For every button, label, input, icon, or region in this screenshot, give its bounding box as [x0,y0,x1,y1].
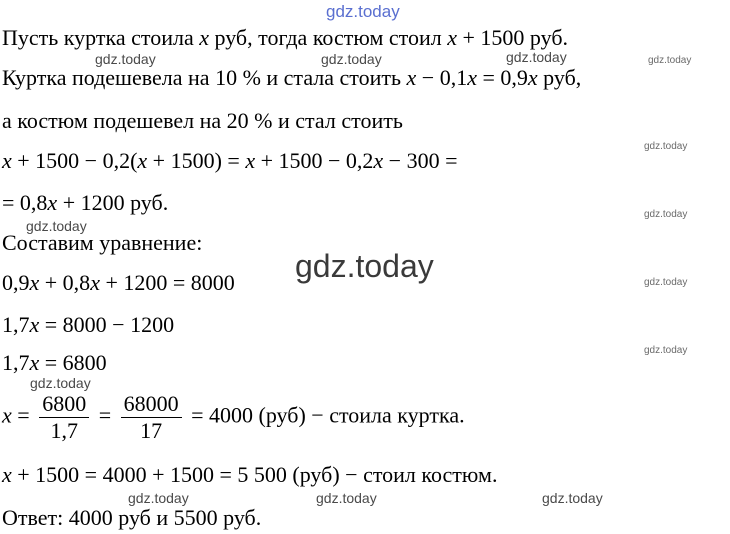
text: = 0,9 [476,65,528,90]
watermark-center: gdz.today [295,248,434,284]
text: = [93,402,117,428]
text: + 1500 = 4000 + 1500 = 5 500 (руб) − стоил костюм. [11,462,498,487]
text: + 1500 − 0,2 [255,148,374,173]
watermark: gdz.today [644,141,688,152]
text: Ответ: 4000 руб и 5500 руб. [2,505,262,530]
text: = 6800 [39,350,107,375]
text: = [11,402,36,428]
watermark: gdz.today [644,345,688,356]
variable-x: x [47,190,58,215]
variable-x: x [199,25,209,50]
solution-line-2 [2,64,581,92]
text: = 8000 − 1200 [39,312,175,337]
text: + 1200 = 8000 [99,270,235,295]
text: Составим уравнение: [2,230,203,255]
watermark: gdz.today [644,209,688,220]
variable-x: x [137,148,148,173]
text: + 0,8 [39,270,91,295]
variable-x: x [373,148,384,173]
text: 1,7 [2,350,30,375]
watermark: gdz.today [506,49,567,65]
variable-x: x [29,312,40,337]
fraction-denominator: 17 [140,418,163,443]
variable-x: x [406,65,417,90]
variable-x: x [2,148,12,173]
watermark: gdz.today [648,55,692,66]
solution-line-9 [2,349,107,377]
watermark: gdz.today [321,51,382,67]
solution-line-7 [2,269,235,297]
solution-line-6 [2,229,202,257]
fraction-numerator: 6800 [39,391,89,418]
text: руб, тогда костюм стоил [209,25,448,50]
text: Куртка подешевела на 10 % и стала стоить [2,65,407,90]
solution-line-4 [2,147,458,175]
text: Пусть куртка стоила [2,25,200,50]
watermark: gdz.today [542,490,603,506]
text: − 0,1 [416,65,468,90]
variable-x: x [527,65,538,90]
fraction-denominator: 1,7 [50,418,78,443]
answer-line [2,504,261,532]
solution-line-5 [2,189,168,217]
text: = 4000 (руб) − стоила куртка. [185,402,465,428]
solution-line-11 [2,461,497,489]
text: + 1500 руб. [457,25,569,50]
text: + 1500) = [147,148,246,173]
variable-x: x [245,148,256,173]
watermark: gdz.today [30,375,91,391]
text: руб, [537,65,582,90]
fraction-numerator: 68000 [121,391,182,418]
watermark: gdz.today [128,490,189,506]
text: − 300 = [383,148,458,173]
solution-line-10 [2,391,465,444]
text: 0,9 [2,270,30,295]
variable-x: x [2,402,12,428]
text: а костюм подешевел на 20 % и стал стоить [2,108,403,133]
fraction-6800-over-1-7 [39,391,89,444]
solution-line-1 [2,24,568,52]
solution-line-3 [2,107,403,135]
fraction-68000-over-17 [121,391,182,444]
watermark-top: gdz.today [326,2,400,21]
text: + 1200 руб. [57,190,169,215]
variable-x: x [447,25,457,50]
variable-x: x [467,65,477,90]
variable-x: x [90,270,100,295]
watermark: gdz.today [644,277,688,288]
text: 1,7 [2,312,30,337]
variable-x: x [29,270,40,295]
variable-x: x [2,462,12,487]
variable-x: x [29,350,40,375]
text: + 1500 − 0,2( [11,148,138,173]
watermark: gdz.today [95,51,156,67]
solution-line-8 [2,311,174,339]
text: = 0,8 [2,190,48,215]
watermark: gdz.today [316,490,377,506]
watermark: gdz.today [26,218,87,234]
